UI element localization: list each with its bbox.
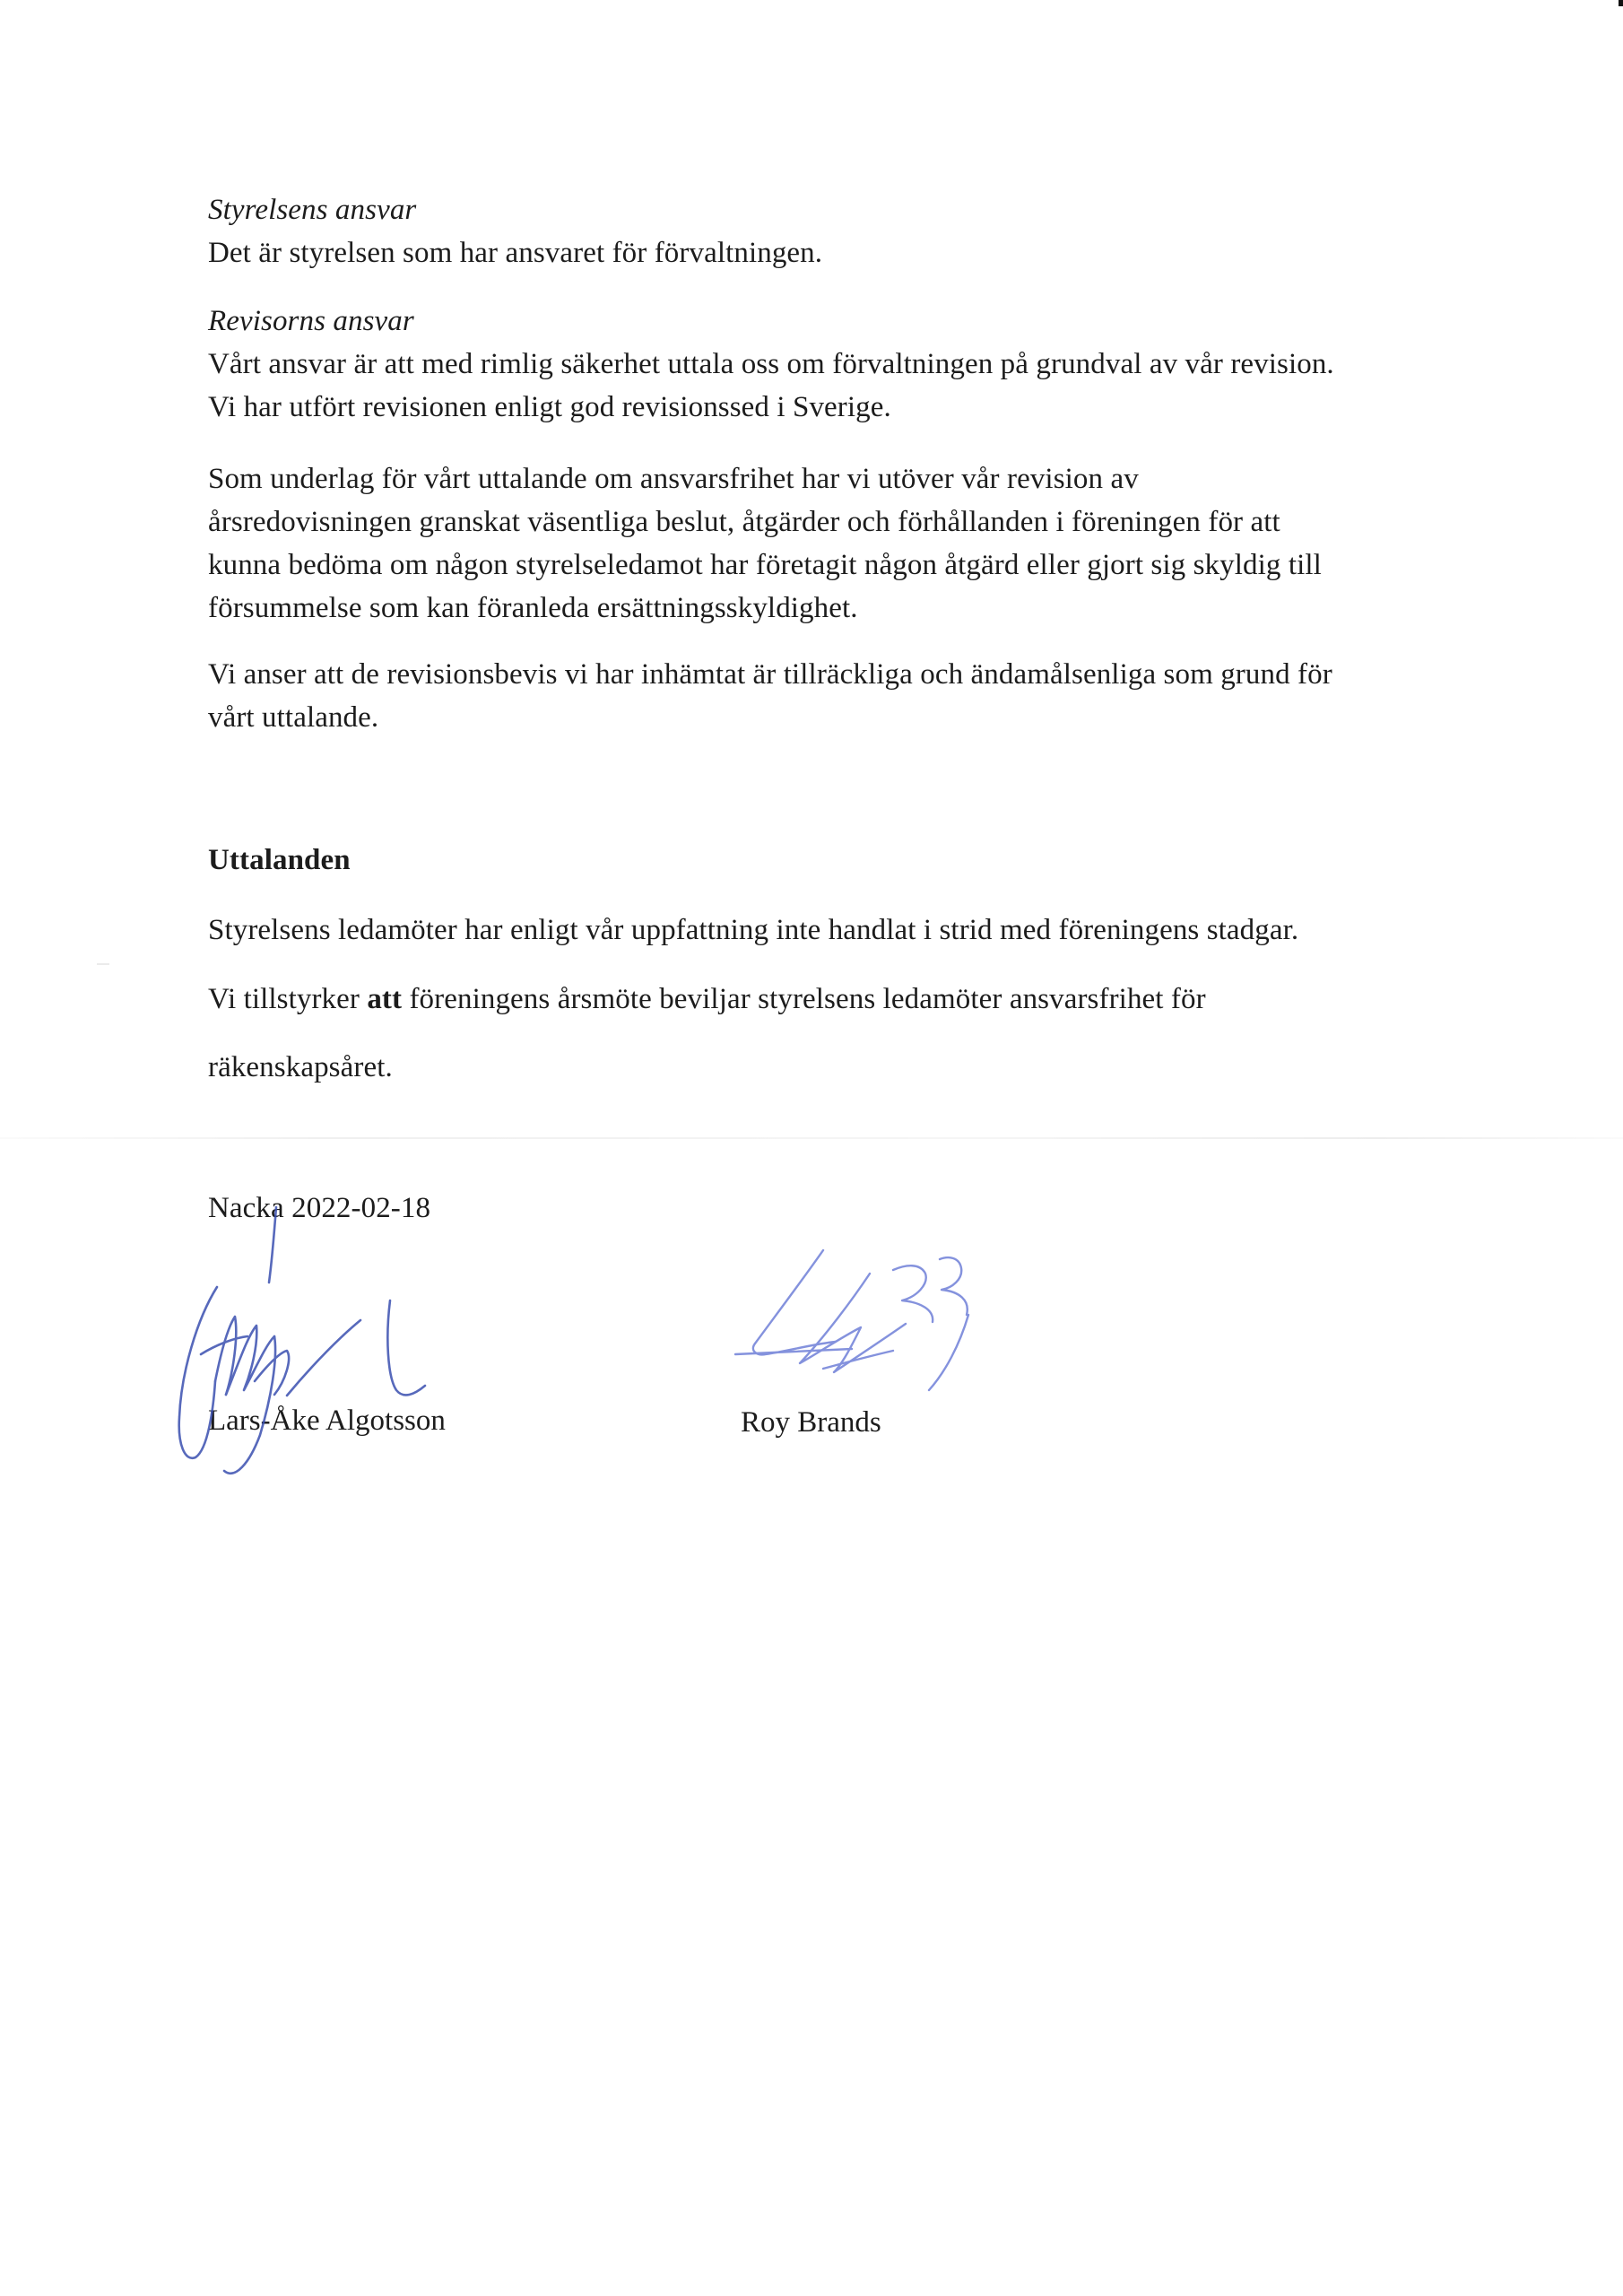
- signatory-name-1: Lars-Åke Algotsson: [208, 1405, 446, 1437]
- tillstyrker-continuation: [208, 1046, 1481, 1089]
- uttalanden-statement: [208, 909, 1481, 952]
- revisionsbevis-paragraph: [208, 653, 1481, 739]
- place-date: [208, 1187, 1481, 1230]
- uttalanden-section: [208, 839, 1481, 882]
- tillstyrker-suffix: föreningens årsmöte beviljar styrelsens ledamöter ansvarsfrihet för: [402, 983, 1206, 1015]
- styrelsens-ansvar-text: Det är styrelsen som har ansvaret för förvaltningen.: [208, 237, 823, 269]
- revisorns-ansvar-heading: Revisorns ansvar: [208, 305, 414, 337]
- styrelsens-ansvar-heading: Styrelsens ansvar: [208, 194, 417, 226]
- revisionsbevis-line-2: vårt uttalande.: [208, 701, 379, 734]
- uttalanden-heading: Uttalanden: [208, 844, 351, 876]
- underlag-paragraph: [208, 457, 1481, 630]
- underlag-line-3: kunna bedöma om någon styrelseledamot har företagit någon åtgärd eller gjort sig skyldig till: [208, 549, 1322, 581]
- revisorns-ansvar-line-1: Vårt ansvar är att med rimlig säkerhet uttala oss om förvaltningen på grundval av vår revision.: [208, 348, 1334, 380]
- paper-fold-line: [0, 1137, 1623, 1139]
- underlag-line-1: Som underlag för vårt uttalande om ansvarsfrihet har vi utöver vår revision av: [208, 463, 1139, 495]
- styrelsens-ansvar-section: [208, 188, 1481, 274]
- signature-2-handwriting: [717, 1238, 1004, 1399]
- underlag-line-4: försummelse som kan föranleda ersättningsskyldighet.: [208, 592, 858, 624]
- scan-stray-mark: [97, 963, 109, 965]
- place-date-text: Nacka 2022-02-18: [208, 1192, 431, 1224]
- signatory-name-2: Roy Brands: [741, 1406, 881, 1439]
- revisorns-ansvar-section: [208, 300, 1481, 429]
- tillstyrker-emphasis: att: [367, 983, 403, 1015]
- revisionsbevis-line-1: Vi anser att de revisionsbevis vi har inhämtat är tillräckliga och ändamålsenliga som grund för: [208, 658, 1332, 691]
- tillstyrker-prefix: Vi tillstyrker: [208, 983, 368, 1015]
- underlag-line-2: årsredovisningen granskat väsentliga beslut, åtgärder och förhållanden i föreningen för att: [208, 506, 1280, 538]
- revisorns-ansvar-line-2: Vi har utfört revisionen enligt god revisionssed i Sverige.: [208, 391, 891, 423]
- scan-corner-mark: [1619, 0, 1623, 6]
- uttalanden-line-1: Styrelsens ledamöter har enligt vår uppfattning inte handlat i strid med föreningens stadgar.: [208, 914, 1299, 946]
- tillstyrker-statement: [208, 978, 1481, 1021]
- tillstyrker-line-2: räkenskapsåret.: [208, 1051, 393, 1083]
- tillstyrker-line-1: [208, 978, 1481, 1021]
